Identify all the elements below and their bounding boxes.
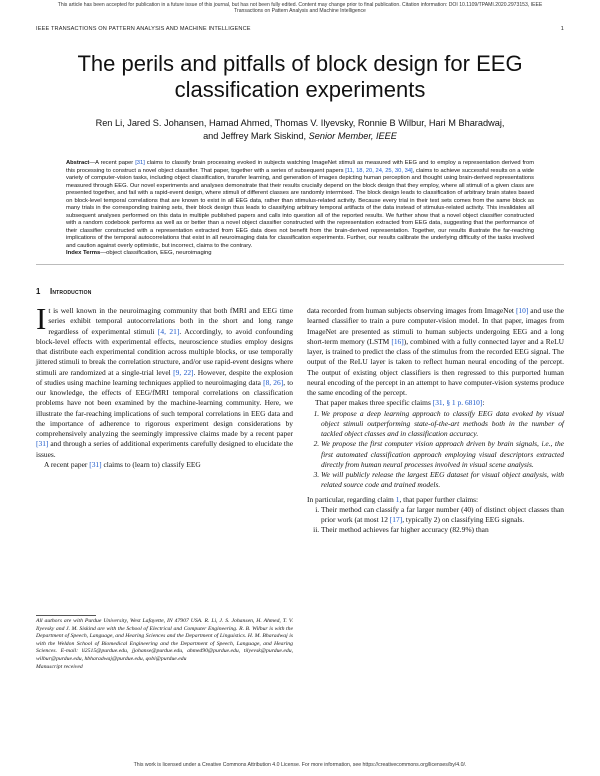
- notice-line-2: Transactions on Pattern Analysis and Machine Intelligence: [234, 8, 366, 15]
- body-text: , typically 2) on classifying EEG signals.: [402, 515, 525, 524]
- further-claim-item: [321, 505, 564, 526]
- section-number: 1: [36, 287, 41, 296]
- body-text: claims to (learn to) classify EEG: [101, 459, 201, 469]
- body-text: :: [482, 398, 485, 408]
- body-text: , that paper further claims:: [399, 494, 479, 504]
- abstract-text: , claims to achieve successful results on a wide variety of computer-vision tasks, including object classification, transfer learning, and generation of images depicting human perception and thought using brain-derived representations measured through EEG. Our novel experiments and analyses demonstrate that their results crucially depend on the block design that they employ, where all stimuli of a given class are presented together, and fail with a rapid-event design, where stimuli of different classes are randomly intermixed. The block design leads to classification of arbitrary brain states based on block-level temporal correlations that are known to exist in all EEG data, rather than stimulus-related activity. Because every trial in their test sets comes from the same block as many trials in the corresponding training sets, their block design thus leads to classifying arbitrary temporal artifacts of the data instead of stimulus-related activity. This invalidates all subsequent analyses performed on this data in multiple published papers and calls into question all of the reported results. We further show that a novel object classifier constructed with a random codebook performs as well as or better than a novel object classifier constructed with the representation extracted from EEG data, suggesting that the performance of their classifier constructed with a representation extracted from EEG data does not benefit from the brain-derived representation. Together, our results illustrate the far-reaching implications of the temporal autocorrelations that exist in all neuroimaging data for classification experiments. Further, our results calibrate the underlying difficulty of the tasks involved and caution against overly optimistic, but incorrect, claims to the contrary.: [66, 167, 535, 250]
- right-column: [307, 306, 564, 536]
- body-text: data recorded from human subjects observing images from ImageNet: [307, 306, 516, 315]
- claim-item: 1. We propose a deep learning approach to classify EEG data evoked by visual object stimuli outperforming state-of-the-art methods both in the number of tackled object classes and in classification accuracy.: [321, 409, 564, 440]
- claim-item: 3. We will publicly release the largest EEG dataset for visual object analysis, with related source code and trained models.: [321, 470, 564, 491]
- citation-link[interactable]: [11, 18, 20, 24, 25, 30, 34]: [345, 167, 413, 174]
- footnote-rule: [36, 615, 96, 616]
- license-notice: This work is licensed under a Creative Commons Attribution 4.0 License. For more information, see https://creativecommons.org/licenses/by/4.0/.: [133, 762, 467, 768]
- citation-link[interactable]: [9, 22]: [173, 367, 194, 377]
- intro-paragraph-1: [36, 301, 293, 460]
- section-title: Introduction: [50, 287, 92, 296]
- claim-reference-link[interactable]: 1: [395, 494, 400, 504]
- body-text: and through a series of additional experiments carefully designed to elucidate the issues.: [36, 439, 293, 459]
- authors-line-1: Ren Li, Jared S. Johansen, Hamad Ahmed, Thomas V. Ilyevsky, Ronnie B Wilbur, Hari M Bharadwaj,: [95, 118, 505, 128]
- citation-link[interactable]: [31]: [135, 160, 145, 166]
- citation-link[interactable]: [17]: [389, 515, 403, 524]
- citation-link[interactable]: [10]: [515, 306, 529, 315]
- claims-intro: [307, 398, 564, 408]
- abstract-label: Abstract: [66, 160, 90, 166]
- intro-paragraph-continued: [307, 306, 564, 398]
- claim-item: 2. We propose the first computer vision approach driven by brain signals, i.e., the first automated classification approach employing visual descriptors extracted directly from human neural processes involved in visual scene analysis.: [321, 439, 564, 470]
- title-line-1: The perils and pitfalls of block design for EEG: [77, 51, 523, 76]
- further-claims-list: [307, 505, 564, 536]
- body-text: , to our knowledge, the effects of EEG/fMRI temporal correlations on classification problems have not been examined by the machine-learning community. Here, we illustrate the far-reaching implications of such temporal correlations in EEG data and the importance of adherence to rigorous experiment design considerations by comprehensively analyzing the seemingly impressive claims made by a recent paper: [36, 377, 293, 438]
- citation-link[interactable]: [31, § 1 p. 6810]: [432, 398, 483, 408]
- header-divider: [36, 264, 564, 265]
- citation-link[interactable]: [8, 26]: [263, 377, 284, 387]
- abstract-text: claims to classify brain processing evoked in subjects watching ImageNet stimuli as measured with EEG and to employ a representation derived from this processing to construct a novel object classifier. That paper, together with a series of subsequent papers: [66, 160, 534, 174]
- page-number: 1: [560, 26, 564, 32]
- notice-line-1: This article has been accepted for publication in a future issue of this journal, but has not been fully edited. Content may change prior to final publication. Citation information: DOI 10.1109/TPAMI.2020.2973153, IEEE: [57, 2, 543, 8]
- publication-notice: [0, 2, 600, 14]
- intro-paragraph-2: [36, 460, 293, 470]
- body-text: and use the learned classifier to train a pure computer-vision model. In that paper, images from ImageNet are presented as stimuli to human subjects undergoing EEG and a long short-term memory (LSTM: [307, 306, 564, 346]
- body-text: ), combined with a fully connected layer and a ReLU layer, is trained to predict the class of the stimulus from the recorded EEG signal. The output of the ReLU layer is taken to reflect human neural encoding of the percept. The output of existing object classifiers is then regressed to this purported human neural encoding of the percept in an attempt to have computer-vision systems produce the same encoding of the percept.: [307, 336, 564, 397]
- affiliation-note: All authors are with Purdue University, West Lafayette, IN 47907 USA. R. Li, J. S. Johansen, H. Ahmed, T. V. Ilyevsky and J. M. Siskind are with the School of Electrical and Computer Engineering. R. B. Wilbur is with the Department of Speech, Language, and Hearing Sciences and the Department of Linguistics. H. M. Bharadwaj is with the Weldon School of Biomedical Engineering and the Department of Speech, Language, and Hearing Sciences. E-mail: li2515@purdue.edu, jjohanse@purdue.edu, ahmed90@purdue.edu, tilyevsk@purdue.edu, wilbur@purdue.edu, hbharadwaj@purdue.edu, qobi@purdue.edu: [36, 618, 293, 662]
- author-list: [40, 117, 560, 142]
- author-footnote: [36, 618, 293, 671]
- authors-line-2: [40, 130, 560, 143]
- index-terms-text: —object classification, EEG, neuroimaging: [100, 250, 212, 256]
- further-claim-item: ii. Their method achieves far higher accuracy (82.9%) than: [321, 525, 564, 535]
- section-heading: [36, 287, 92, 296]
- body-text: t is well known in the neuroimaging community that both fMRI and EEG time series exhibit temporal autocorrelations both in the short and long range regardless of experimental stimuli: [48, 306, 293, 336]
- author-membership: Senior Member, IEEE: [308, 130, 397, 141]
- index-terms-label: Index Terms: [66, 250, 101, 256]
- manuscript-note: Manuscript received: [36, 663, 83, 670]
- body-text: That paper makes three specific claims: [315, 398, 433, 408]
- abstract: [66, 160, 534, 251]
- left-column: [36, 301, 293, 470]
- citation-link[interactable]: [16]: [391, 336, 404, 346]
- title-line-2: classification experiments: [174, 77, 426, 102]
- running-head: [36, 26, 564, 32]
- claims-list: [307, 409, 564, 491]
- body-text: . Accordingly, to avoid confounding block-level effects with experimental effects, neuroscience studies employ designs that distribute each experimental condition across multiple blocks, or use temporally jittered stimuli to break the correlation structure, and/or use rapid-event designs where stimuli are randomized at a single-trial level: [36, 326, 293, 377]
- dropcap-letter: I: [36, 301, 47, 336]
- body-text: Their method can classify a far larger number (40) of distinct object classes than prior work (at most 12: [321, 504, 564, 524]
- paper-title: [20, 51, 580, 103]
- journal-name: IEEE TRANSACTIONS ON PATTERN ANALYSIS AND MACHINE INTELLIGENCE: [36, 26, 251, 32]
- citation-link[interactable]: [31]: [36, 439, 49, 449]
- further-claims-intro: [307, 495, 564, 505]
- citation-link[interactable]: [4, 21]: [157, 326, 180, 336]
- citation-link[interactable]: [31]: [89, 459, 102, 469]
- body-text: In particular, regarding claim: [307, 494, 396, 504]
- body-text: . However, despite the explosion of studies using machine learning techniques applied to neuroimaging data: [36, 367, 293, 387]
- abstract-text: —A recent paper: [89, 160, 136, 166]
- body-text: A recent paper: [44, 459, 90, 469]
- index-terms: [66, 250, 534, 258]
- authors-line-2-names: and Jeffrey Mark Siskind,: [203, 130, 309, 141]
